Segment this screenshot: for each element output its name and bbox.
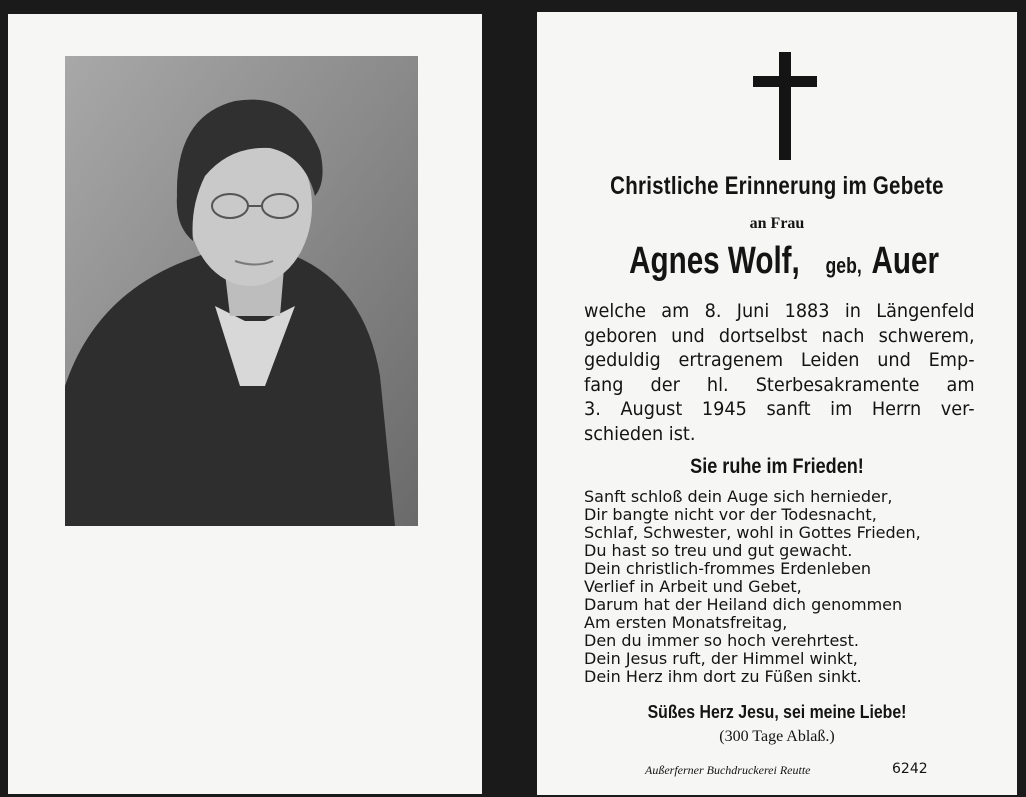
poem-line: Dir bangte nicht vor der Todesnacht, [584, 505, 877, 524]
name-first: Agnes Wolf, [629, 240, 800, 282]
name-birth: Auer [871, 240, 940, 282]
poem-line: Sanft schloß dein Auge sich hernieder, [584, 487, 893, 506]
bio-line: schieden ist. [584, 422, 696, 445]
motto: Süßes Herz Jesu, sei meine Liebe! [647, 702, 907, 722]
print-number: 6242 [892, 761, 928, 777]
card-title: Christliche Erinnerung im Gebete [610, 172, 944, 200]
bio-line: welche am 8. Juni 1883 in Längenfeld [584, 300, 975, 322]
poem-line: Darum hat der Heiland dich genommen [584, 595, 903, 614]
bio-line: geboren und dortselbst nach schwerem, [584, 324, 975, 347]
portrait-photo [65, 56, 418, 526]
poem-line: Dein christlich-frommes Erdenleben [584, 559, 872, 578]
an-frau-label: an Frau [749, 215, 805, 232]
cross-icon [753, 52, 817, 160]
bio-line: fang der hl. Sterbesakramente am [584, 373, 975, 396]
indulgence-note: (300 Tage Ablaß.) [719, 728, 835, 745]
poem-line: Dein Jesus ruft, der Himmel winkt, [584, 649, 858, 668]
left-card [8, 14, 482, 794]
deceased-name [537, 240, 1017, 283]
poem-line: Am ersten Monatsfreitag, [584, 613, 788, 632]
bio-line: 3. August 1945 sanft im Herrn ver- [584, 398, 975, 420]
biography [584, 299, 975, 446]
poem-line: Verlief in Arbeit und Gebet, [584, 577, 802, 596]
poem [584, 488, 984, 686]
bio-line: geduldig ertragenem Leiden und Emp- [584, 349, 975, 371]
right-card [537, 12, 1017, 795]
poem-line: Schlaf, Schwester, wohl in Gottes Frieden, [584, 523, 921, 542]
poem-line: Dein Herz ihm dort zu Füßen sinkt. [584, 667, 862, 686]
portrait-image [65, 56, 418, 526]
rest-in-peace: Sie ruhe im Frieden! [690, 455, 864, 478]
printer-imprint: Außerferner Buchdruckerei Reutte [645, 763, 811, 777]
name-geb: geb, [825, 253, 862, 278]
poem-line: Den du immer so hoch verehrtest. [584, 631, 859, 650]
poem-line: Du hast so treu und gut gewacht. [584, 541, 853, 560]
